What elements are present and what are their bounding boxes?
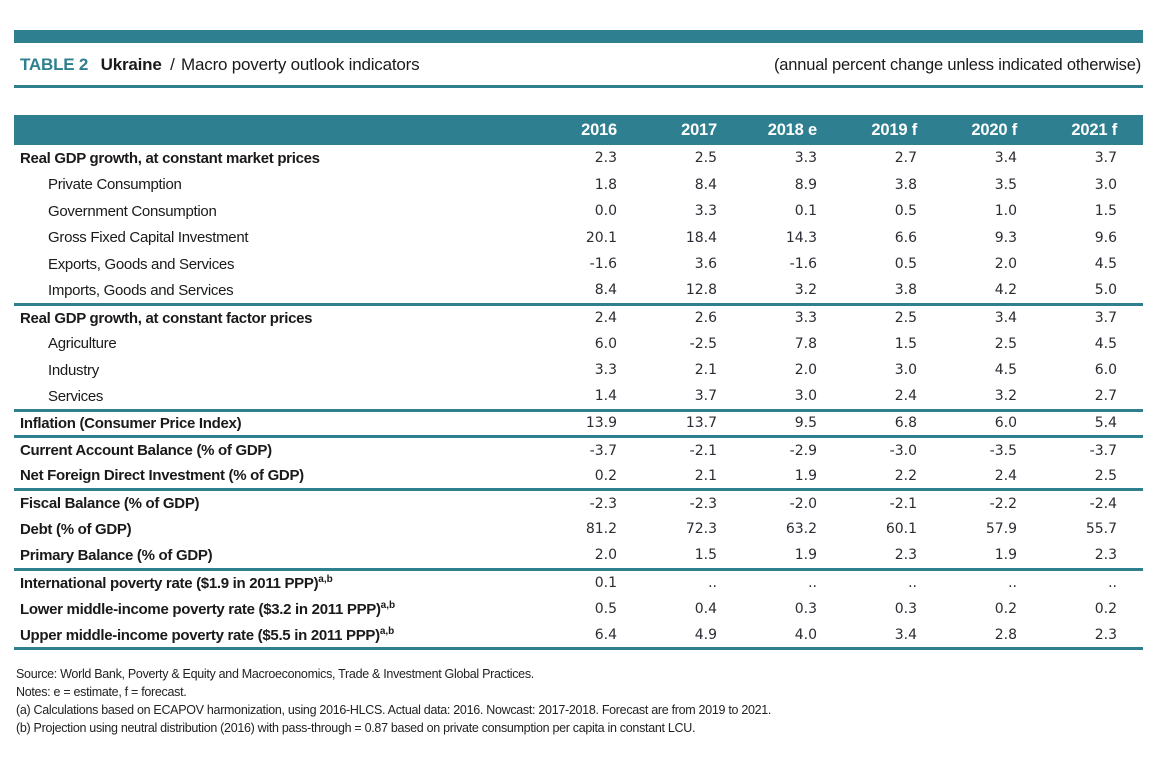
- value-cell: 2.3: [894, 547, 917, 563]
- column-header-2020-f: 2020 f: [917, 115, 1017, 145]
- value-cell: 1.4: [594, 388, 617, 404]
- value-cell: 3.7: [1017, 304, 1143, 331]
- value-cell: 5.4: [1017, 410, 1143, 437]
- value-cell: 3.0: [1094, 176, 1117, 193]
- value-cell: 7.8: [794, 335, 817, 352]
- spacer: [14, 88, 1143, 115]
- value-cell: 2.3: [1094, 547, 1117, 563]
- value-cell: 4.2: [994, 282, 1017, 298]
- value-cell: 3.4: [894, 626, 917, 643]
- value-cell: 1.5: [694, 547, 717, 563]
- table-row: [14, 384, 1143, 411]
- value-cell: 1.5: [1094, 203, 1117, 220]
- footnote-line: (a) Calculations based on ECAPOV harmonization, using 2016-HLCS. Actual data: 2016. Nowcast: 2017-2018. Forecast are from 2019 to 2021.: [16, 703, 772, 717]
- value-cell: 55.7: [1085, 521, 1117, 538]
- value-cell: 8.9: [794, 176, 817, 193]
- value-cell: -2.1: [817, 490, 917, 517]
- row-label: Real GDP growth, at constant factor prices: [14, 304, 517, 331]
- value-cell: 72.3: [685, 521, 717, 538]
- value-cell: 3.0: [894, 362, 917, 379]
- column-header-2021-f: 2021 f: [1017, 115, 1143, 145]
- value-cell: -2.3: [517, 490, 617, 517]
- value-cell: 1.9: [994, 547, 1017, 563]
- table-row: [14, 463, 1143, 490]
- value-cell: 0.1: [794, 203, 817, 220]
- value-cell: -3.0: [817, 437, 917, 464]
- value-cell: 3.7: [694, 388, 717, 404]
- value-cell: 13.7: [617, 410, 717, 437]
- value-cell: 1.8: [594, 176, 617, 193]
- footnote-line: (b) Projection using neutral distribution (2016) with pass-through = 0.87 based on private consumption per capita in constant LCU.: [16, 721, 696, 735]
- value-cell: 1.5: [894, 335, 917, 352]
- value-cell: 57.9: [985, 521, 1017, 538]
- value-cell: ..: [617, 569, 717, 596]
- value-cell: -2.1: [617, 437, 717, 464]
- units-note: (annual percent change unless indicated otherwise): [774, 56, 1141, 74]
- value-cell: -1.6: [589, 256, 617, 273]
- table-number-label: TABLE 2: [20, 55, 89, 74]
- value-cell: 6.4: [594, 626, 617, 643]
- table-row: [14, 596, 1143, 623]
- value-cell: 20.1: [585, 229, 617, 246]
- value-cell: 3.3: [694, 203, 717, 220]
- value-cell: 2.3: [594, 150, 617, 167]
- value-cell: 4.9: [694, 626, 717, 643]
- value-cell: 3.0: [794, 388, 817, 404]
- footnote-marker: a,b: [318, 574, 333, 585]
- value-cell: 2.5: [817, 304, 917, 331]
- value-cell: 0.5: [894, 203, 917, 220]
- table-row: [14, 172, 1143, 199]
- column-header-2016: 2016: [517, 115, 617, 145]
- value-cell: -1.6: [789, 256, 817, 273]
- column-header-2019-f: 2019 f: [817, 115, 917, 145]
- table-row: [14, 516, 1143, 543]
- value-cell: 0.4: [694, 600, 717, 617]
- table-row: [14, 304, 1143, 331]
- value-cell: 3.3: [794, 150, 817, 167]
- value-cell: 0.5: [894, 256, 917, 273]
- row-label: Fiscal Balance (% of GDP): [14, 490, 517, 517]
- value-cell: 4.5: [1094, 256, 1117, 273]
- row-label: Gross Fixed Capital Investment: [48, 229, 249, 247]
- row-label: Real GDP growth, at constant market prices: [20, 149, 320, 167]
- value-cell: -2.2: [917, 490, 1017, 517]
- value-cell: 3.6: [694, 256, 717, 273]
- value-cell: 9.6: [1094, 229, 1117, 246]
- table-row: [14, 198, 1143, 225]
- value-cell: 0.3: [894, 600, 917, 617]
- value-cell: 3.3: [594, 362, 617, 379]
- value-cell: 81.2: [585, 521, 617, 538]
- value-cell: 6.6: [894, 229, 917, 246]
- row-label: Agriculture: [48, 335, 117, 353]
- value-cell: 3.5: [994, 176, 1017, 193]
- value-cell: 5.0: [1094, 282, 1117, 298]
- value-cell: ..: [717, 569, 817, 596]
- value-cell: -2.3: [617, 490, 717, 517]
- value-cell: 0.0: [594, 203, 617, 220]
- value-cell: 3.4: [917, 304, 1017, 331]
- value-cell: 6.8: [817, 410, 917, 437]
- value-cell: -2.4: [1017, 490, 1143, 517]
- indicator-column-header: [14, 115, 517, 145]
- value-cell: 2.0: [794, 362, 817, 379]
- table-title-bar: [14, 43, 1143, 85]
- value-cell: 4.0: [794, 626, 817, 643]
- value-cell: 3.4: [994, 150, 1017, 167]
- value-cell: 3.8: [894, 282, 917, 298]
- value-cell: 2.5: [994, 335, 1017, 352]
- indicators-table: [14, 115, 1143, 650]
- row-label: Primary Balance (% of GDP): [20, 546, 213, 564]
- value-cell: 6.0: [917, 410, 1017, 437]
- value-cell: 14.3: [785, 229, 817, 246]
- value-cell: 3.2: [794, 282, 817, 298]
- top-accent-bar: [14, 30, 1143, 43]
- value-cell: 2.8: [994, 626, 1017, 643]
- value-cell: 2.3: [1094, 626, 1117, 643]
- value-cell: 2.4: [894, 388, 917, 404]
- value-cell: 3.7: [1094, 150, 1117, 167]
- value-cell: 2.7: [894, 150, 917, 167]
- footnote-line: Source: World Bank, Poverty & Equity and Macroeconomics, Trade & Investment Global Practices.: [16, 667, 534, 681]
- value-cell: 0.2: [1094, 600, 1117, 617]
- value-cell: 3.2: [994, 388, 1017, 404]
- value-cell: 2.1: [694, 362, 717, 379]
- column-header-row: [14, 115, 1143, 145]
- table-header: [14, 115, 1143, 145]
- value-cell: 9.3: [994, 229, 1017, 246]
- row-label: Industry: [48, 361, 99, 379]
- value-cell: 4.5: [994, 362, 1017, 379]
- value-cell: 1.0: [994, 203, 1017, 220]
- value-cell: 2.4: [517, 304, 617, 331]
- country-name: Ukraine: [100, 55, 162, 74]
- value-cell: 6.0: [1094, 362, 1117, 379]
- value-cell: 3.8: [894, 176, 917, 193]
- row-label: Government Consumption: [48, 202, 217, 220]
- table-title: [20, 55, 419, 75]
- title-subtitle: Macro poverty outlook indicators: [181, 55, 420, 74]
- footnotes-block: [14, 665, 1143, 737]
- row-label: Current Account Balance (% of GDP): [14, 437, 517, 464]
- value-cell: 3.3: [717, 304, 817, 331]
- column-header-2018-e: 2018 e: [717, 115, 817, 145]
- value-cell: ..: [917, 569, 1017, 596]
- value-cell: 8.4: [594, 282, 617, 298]
- row-label: Imports, Goods and Services: [48, 281, 234, 299]
- table-row: [14, 225, 1143, 252]
- row-label: Inflation (Consumer Price Index): [14, 410, 517, 437]
- table-row: [14, 543, 1143, 570]
- footnote-marker: a,b: [379, 625, 395, 637]
- value-cell: 6.0: [594, 335, 617, 352]
- value-cell: -3.7: [1017, 437, 1143, 464]
- value-cell: -3.7: [517, 437, 617, 464]
- value-cell: -2.0: [717, 490, 817, 517]
- value-cell: 63.2: [785, 521, 817, 538]
- value-cell: 2.5: [694, 150, 717, 167]
- table-row: [14, 331, 1143, 358]
- value-cell: 2.4: [994, 467, 1017, 484]
- value-cell: 2.1: [694, 467, 717, 484]
- row-label: Debt (% of GDP): [20, 520, 132, 538]
- value-cell: 18.4: [685, 229, 717, 246]
- table-row: [14, 251, 1143, 278]
- value-cell: -3.5: [917, 437, 1017, 464]
- value-cell: -2.9: [717, 437, 817, 464]
- value-cell: 2.2: [894, 467, 917, 484]
- value-cell: 1.9: [794, 547, 817, 563]
- table-row: [14, 490, 1143, 517]
- table-row: [14, 278, 1143, 305]
- value-cell: 4.5: [1094, 335, 1117, 352]
- value-cell: 2.6: [617, 304, 717, 331]
- value-cell: 2.0: [594, 547, 617, 563]
- value-cell: -2.5: [689, 335, 717, 352]
- value-cell: 0.5: [594, 600, 617, 617]
- row-label: Upper middle-income poverty rate ($5.5 in 2011 PPP)$^{a,b}$: [20, 625, 395, 644]
- table-row: [14, 357, 1143, 384]
- table-row: [14, 437, 1143, 464]
- value-cell: 60.1: [885, 521, 917, 538]
- value-cell: 0.3: [794, 600, 817, 617]
- value-cell: 0.2: [594, 467, 617, 484]
- title-separator: /: [170, 55, 175, 74]
- row-label: Private Consumption: [48, 176, 182, 194]
- row-label: Services: [48, 387, 104, 405]
- row-label: Exports, Goods and Services: [48, 255, 235, 273]
- table-row: [14, 410, 1143, 437]
- value-cell: ..: [817, 569, 917, 596]
- value-cell: 2.7: [1094, 388, 1117, 404]
- value-cell: 1.9: [794, 467, 817, 484]
- value-cell: 12.8: [685, 282, 717, 298]
- table-row: [14, 569, 1143, 596]
- value-cell: 2.5: [1094, 467, 1117, 484]
- table-row: [14, 145, 1143, 172]
- table-body: [14, 145, 1143, 649]
- footnote-marker: a,b: [380, 599, 396, 611]
- value-cell: ..: [1017, 569, 1143, 596]
- footnote-line: Notes: e = estimate, f = forecast.: [16, 685, 187, 699]
- value-cell: 13.9: [517, 410, 617, 437]
- table-row: [14, 622, 1143, 649]
- column-header-2017: 2017: [617, 115, 717, 145]
- value-cell: 0.2: [994, 600, 1017, 617]
- value-cell: 9.5: [717, 410, 817, 437]
- value-cell: 8.4: [694, 176, 717, 193]
- value-cell: 2.0: [994, 256, 1017, 273]
- value-cell: 0.1: [517, 569, 617, 596]
- row-label: International poverty rate ($1.9 in 2011 PPP)$^{a,b}$: [14, 569, 517, 596]
- row-label: Lower middle-income poverty rate ($3.2 in 2011 PPP)$^{a,b}$: [20, 599, 396, 618]
- row-label: Net Foreign Direct Investment (% of GDP): [20, 467, 304, 484]
